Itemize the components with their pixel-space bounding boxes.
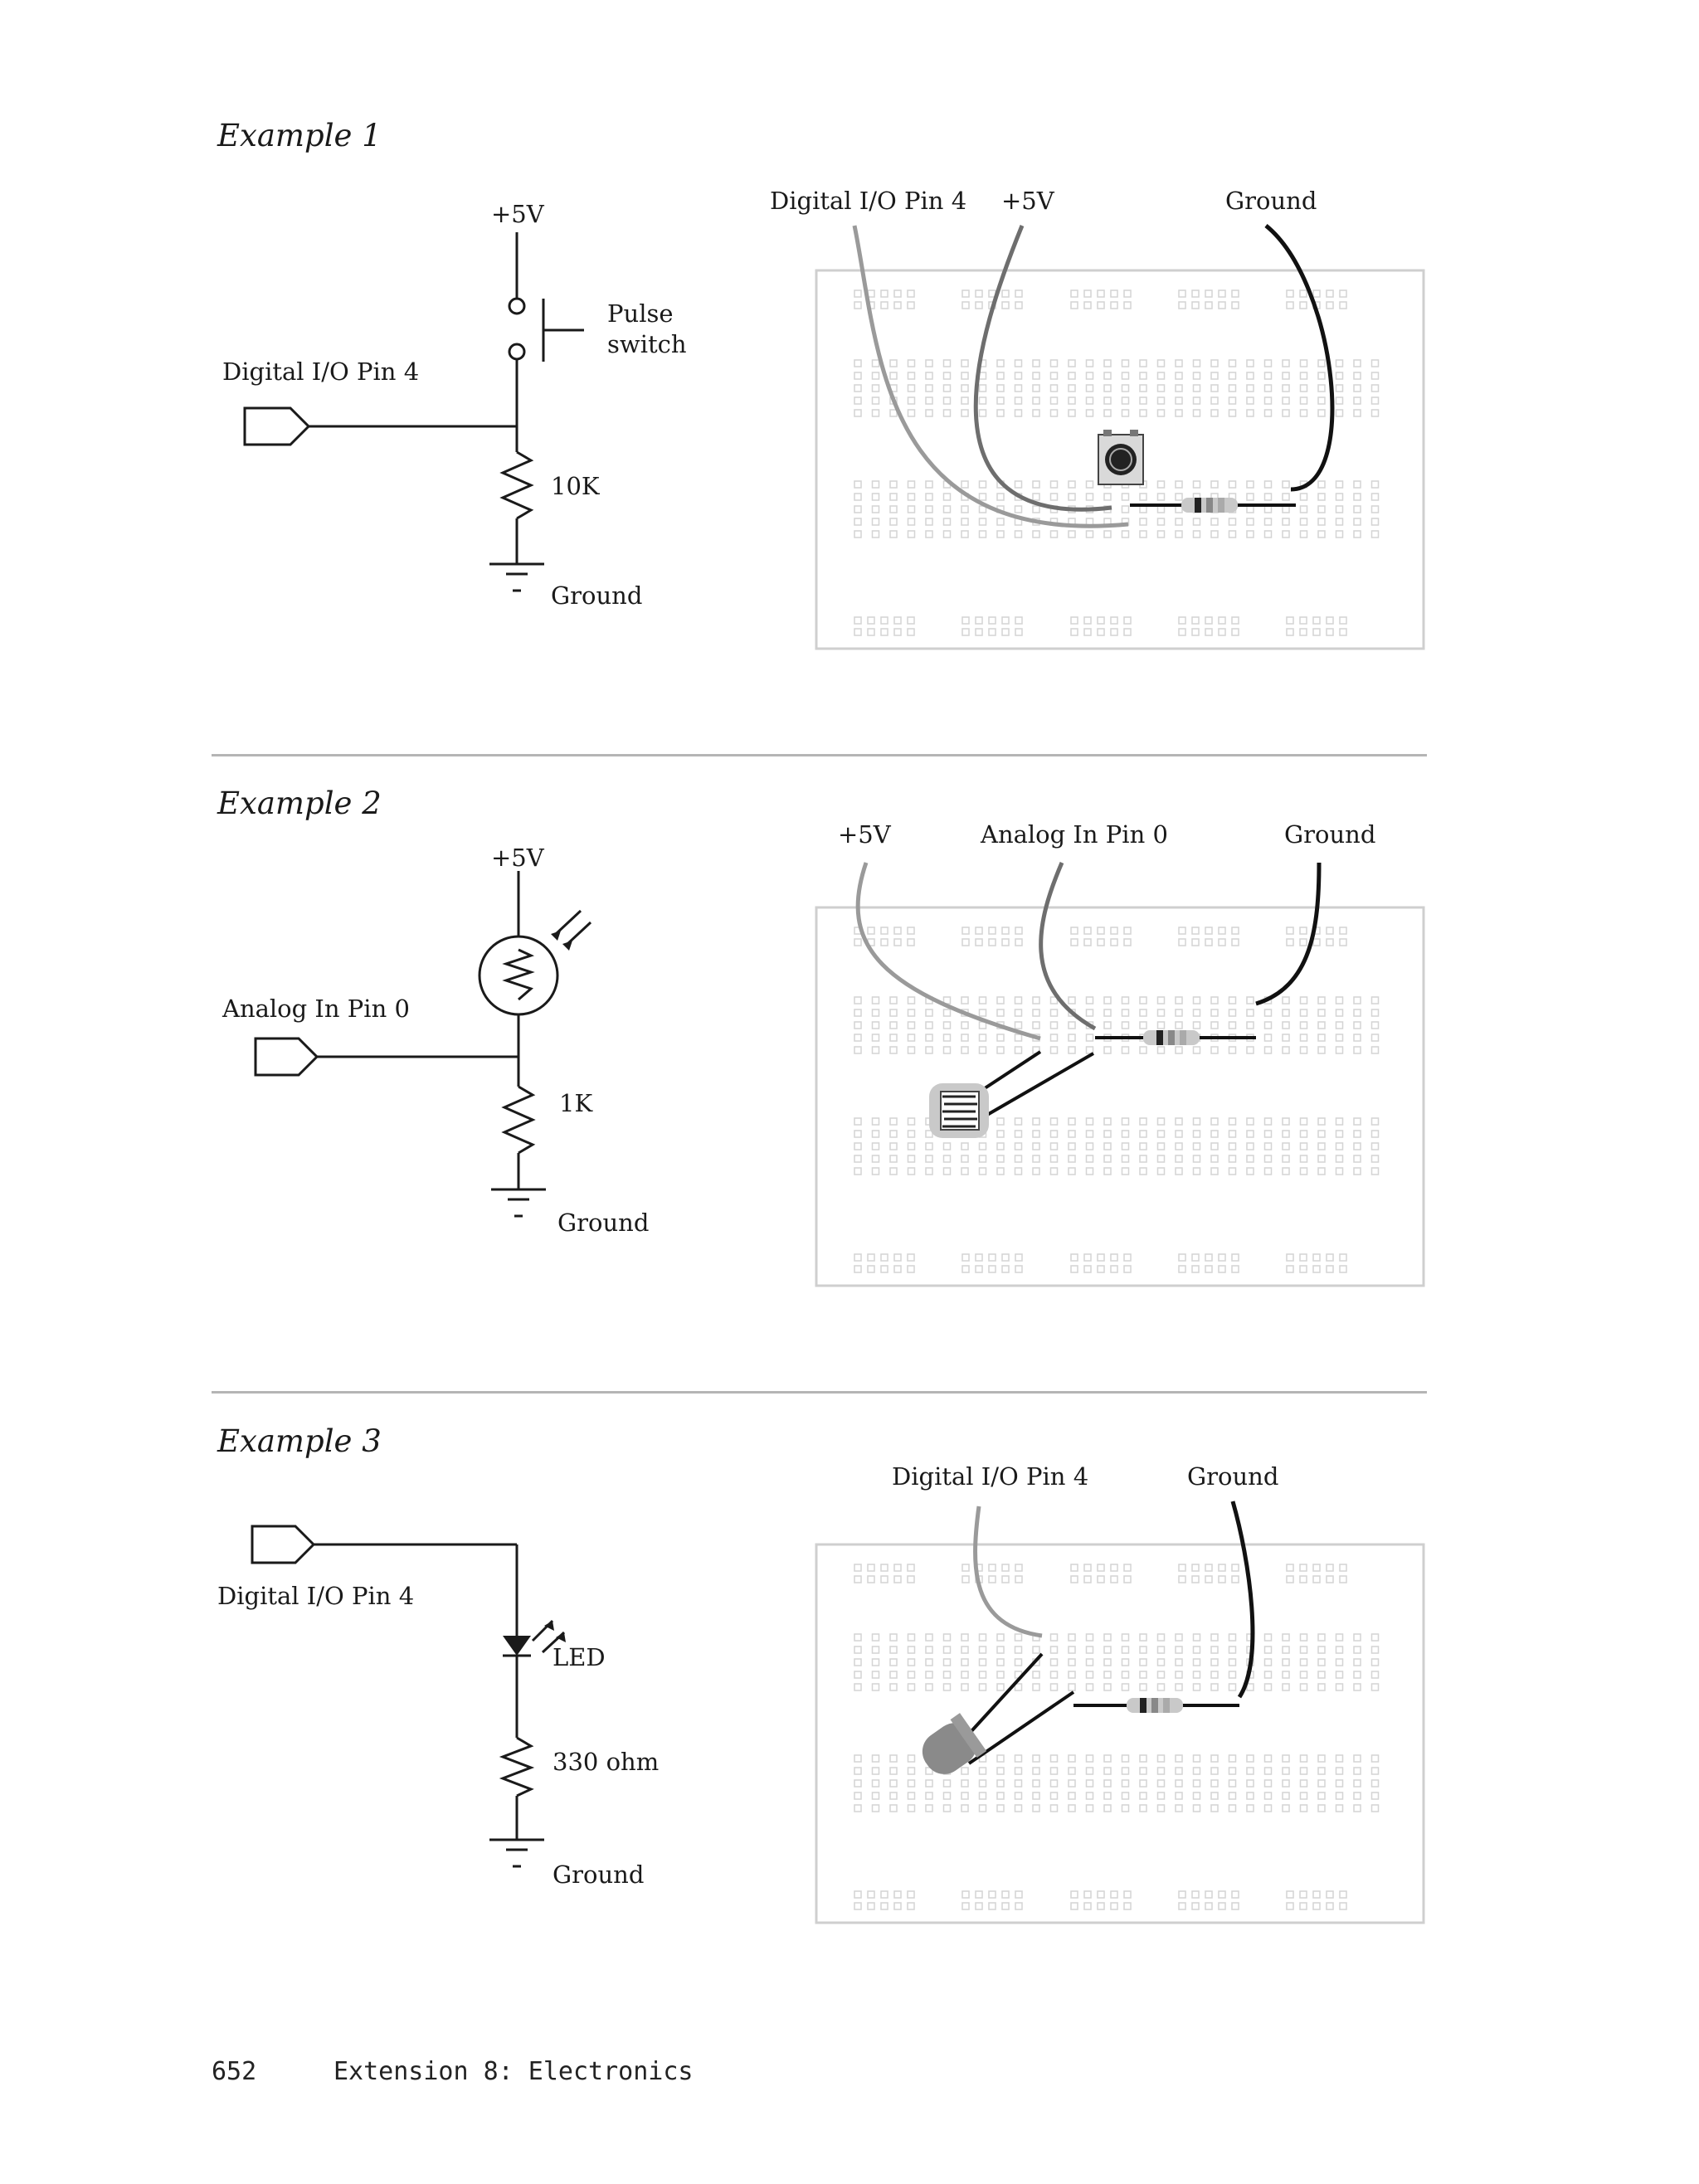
wire-label-ground: Ground xyxy=(1225,187,1317,215)
wire-label-ground: Ground xyxy=(1284,820,1376,849)
wire-label-5v: +5V xyxy=(1001,187,1054,215)
example-3-heading: Example 3 xyxy=(217,1423,382,1459)
example-2-breadboard xyxy=(0,630,1699,1294)
pin-label: Digital I/O Pin 4 xyxy=(222,358,420,386)
example-1-heading: Example 1 xyxy=(217,118,382,153)
pushbutton xyxy=(1098,430,1143,484)
resistor-label: 1K xyxy=(559,1089,593,1117)
breadboard xyxy=(816,1544,1424,1923)
breadboard xyxy=(816,907,1424,1286)
switch-label-line2: switch xyxy=(607,330,687,358)
wire-label-ground: Ground xyxy=(1187,1462,1279,1491)
ground-label: Ground xyxy=(551,581,643,610)
resistor-label: 10K xyxy=(551,472,600,500)
wire-label-5v: +5V xyxy=(838,820,891,849)
ground-label: Ground xyxy=(553,1861,645,1889)
example-2-heading: Example 2 xyxy=(217,786,382,821)
switch-label-line1: Pulse xyxy=(607,299,674,328)
chapter-title: Extension 8: Electronics xyxy=(333,2057,694,2086)
supply-label: +5V xyxy=(491,200,544,228)
pin-label: Analog In Pin 0 xyxy=(222,995,410,1023)
example-1-breadboard xyxy=(0,0,1699,664)
pin-label: Digital I/O Pin 4 xyxy=(217,1582,415,1610)
led-label: LED xyxy=(553,1643,606,1671)
supply-label: +5V xyxy=(491,844,544,872)
resistor-label: 330 ohm xyxy=(553,1748,660,1776)
page-number: 652 xyxy=(212,2057,257,2086)
wire-label-digital-pin-4: Digital I/O Pin 4 xyxy=(892,1462,1089,1491)
ground-label: Ground xyxy=(557,1209,650,1237)
wire-label-analog-pin-0: Analog In Pin 0 xyxy=(981,820,1168,849)
page-footer xyxy=(212,2057,693,2086)
wire-label-digital-pin-4: Digital I/O Pin 4 xyxy=(770,187,967,215)
example-3-breadboard xyxy=(0,1294,1699,1958)
